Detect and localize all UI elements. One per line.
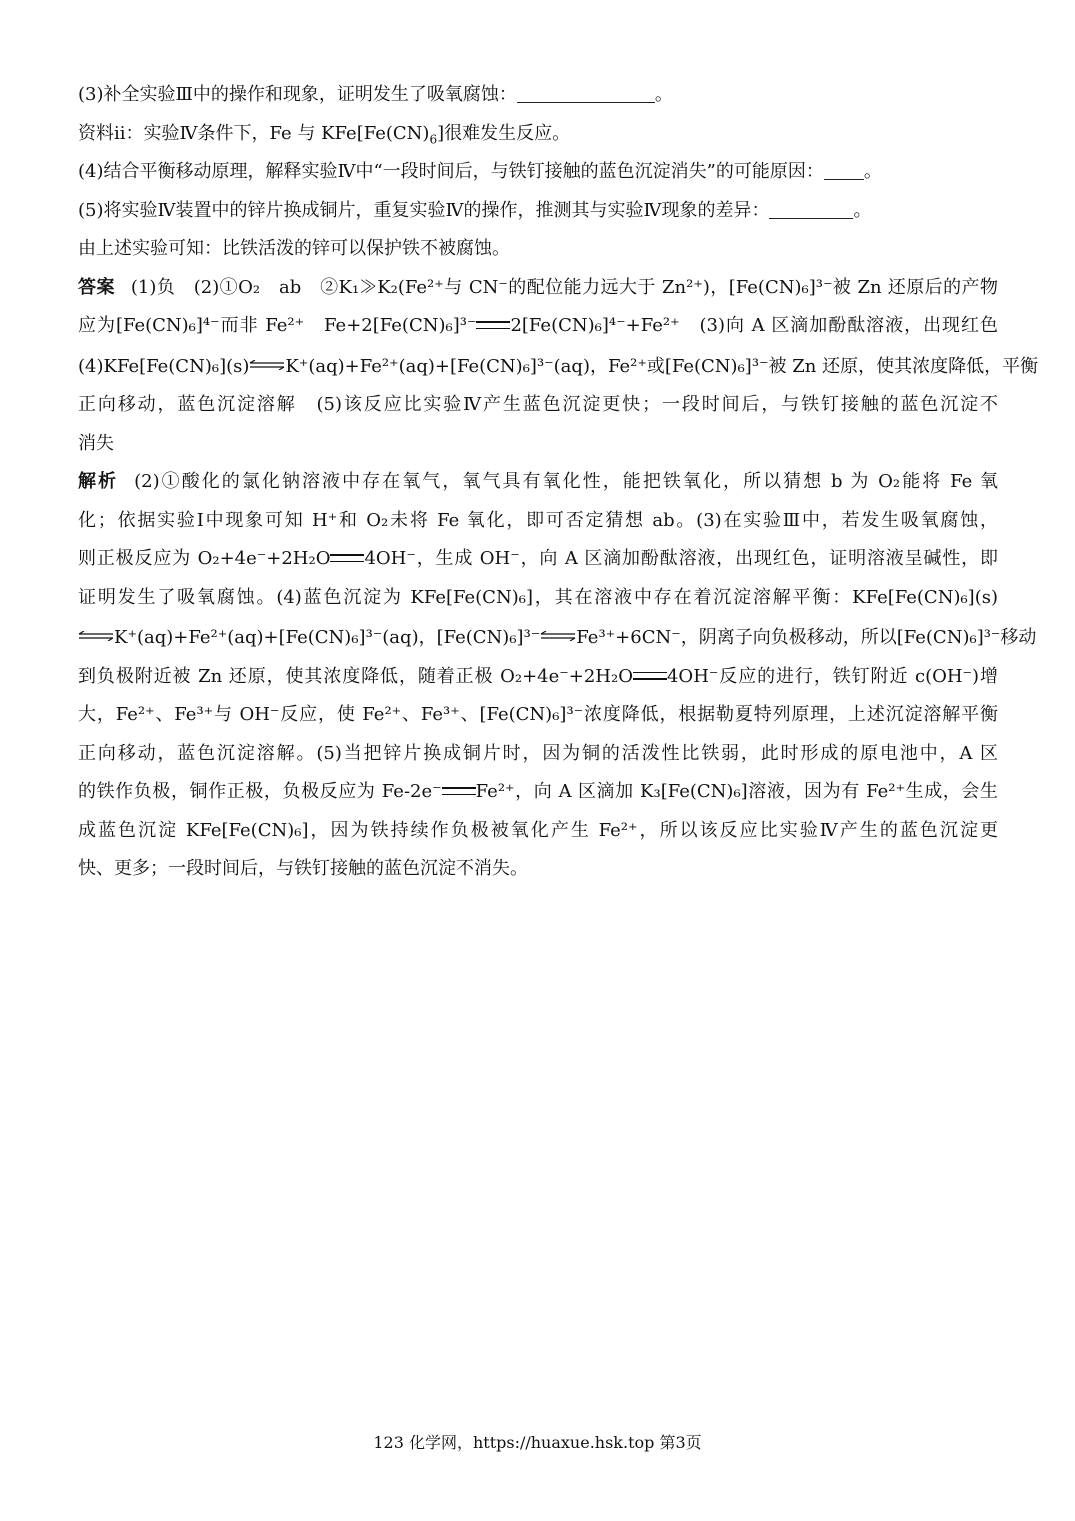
answer-blank[interactable] [769, 200, 853, 219]
answer-line: (4)KFe[Fe(CN)₆](s) K⁺(aq)+Fe²⁺(aq)+[Fe(CN)₆]³⁻(aq)，Fe²⁺或[Fe(CN)₆]³⁻被 Zn 还原，使其浓度降低，平衡 [78, 346, 998, 387]
answer-label: 答案 [78, 276, 115, 298]
analysis-label: 解析 [78, 471, 119, 492]
answer-blank[interactable] [517, 84, 655, 103]
answer-line: 正向移动，蓝色沉淀溶解 (5)该反应比实验Ⅳ产生蓝色沉淀更快；一段时间后，与铁钉接触的蓝色沉淀不 [78, 394, 998, 415]
question-5: (5)将实验Ⅳ装置中的锌片换成铜片，重复实验Ⅳ的操作，推测其与实验Ⅳ现象的差异： 。 [78, 199, 872, 221]
answer-blank[interactable] [824, 161, 864, 180]
equilibrium-arrow-icon [540, 617, 576, 656]
question-3: (3)补全实验Ⅲ中的操作和现象，证明发生了吸氧腐蚀： 。 [78, 84, 673, 105]
equilibrium-arrow-icon [78, 617, 114, 656]
question-4: (4)结合平衡移动原理，解释实验Ⅳ中“一段时间后，与铁钉接触的蓝色沉淀消失”的可能原因： 。 [78, 161, 882, 182]
analysis-line: 的铁作负极，铜作正极，负极反应为 Fe-2e⁻ Fe²⁺，向 A 区滴加 K₃[Fe(CN)₆]溶液，因为有 Fe²⁺生成，会生 [78, 781, 998, 802]
equal-sign-icon [442, 787, 476, 795]
equilibrium-arrow-icon [249, 346, 285, 385]
analysis-line: 证明发生了吸氧腐蚀。(4)蓝色沉淀为 KFe[Fe(CN)₆]，其在溶液中存在着沉淀溶解平衡：KFe[Fe(CN)₆](s) [78, 586, 998, 608]
analysis-line: 到负极附近被 Zn 还原，使其浓度降低，随着正极 O₂+4e⁻+2H₂O 4OH⁻反应的进行，铁钉附近 c(OH⁻)增 [78, 665, 998, 687]
answer-section [78, 269, 1039, 464]
document-body [78, 76, 1039, 889]
page-footer: 123 化学网，https://huaxue.hsk.top 第3页 [373, 1433, 702, 1452]
analysis-line: 解析 (2)①酸化的氯化钠溶液中存在氧气，氧气具有氧化性，能把铁氧化，所以猜想 b 为 O₂能将 Fe 氧 [78, 471, 998, 492]
info-ii: 资料ⅱ：实验Ⅳ条件下，Fe 与 $KFe[Fe(CN)_6]$很难发生反应。 [78, 122, 571, 147]
equal-sign-icon [633, 672, 667, 680]
analysis-line: 成蓝色沉淀 KFe[Fe(CN)₆]，因为铁持续作负极被氧化产生 Fe²⁺，所以该反应比实验Ⅳ产生的蓝色沉淀更 [78, 819, 998, 841]
conclusion: 由上述实验可知：比铁活泼的锌可以保护铁不被腐蚀。 [78, 238, 510, 259]
equal-sign-icon [476, 321, 510, 329]
analysis-section [78, 463, 1037, 889]
answer-line: 消失 [78, 432, 114, 454]
analysis-line: 大，Fe²⁺、Fe³⁺与 OH⁻反应，使 Fe²⁺、Fe³⁺、[Fe(CN)₆]³⁻浓度降低，根据勒夏特列原理，上述沉淀溶解平衡 [78, 704, 998, 725]
equal-sign-icon [330, 554, 364, 562]
answer-line: 应为[Fe(CN)₆]⁴⁻而非 Fe²⁺ Fe+2[Fe(CN)₆]³⁻ 2[Fe(CN)₆]⁴⁻+Fe²⁺ (3)向 A 区滴加酚酞溶液，出现红色 [78, 315, 998, 336]
answer-line: 答案 (1)负 (2)①O₂ ab ②K₁≫K₂(Fe²⁺与 CN⁻的配位能力远大于 Zn²⁺)，[Fe(CN)₆]³⁻被 Zn 还原后的产物 [78, 276, 998, 298]
analysis-line: 正向移动，蓝色沉淀溶解。(5)当把锌片换成铜片时，因为铜的活泼性比铁弱，此时形成的原电池中，A 区 [78, 742, 998, 764]
analysis-line: K⁺(aq)+Fe²⁺(aq)+[Fe(CN)₆]³⁻(aq)，[Fe(CN)₆]³⁻ Fe³⁺+6CN⁻，阴离子向负极移动，所以[Fe(CN)₆]³⁻移动 [78, 617, 998, 658]
analysis-line: 化；依据实验Ⅰ中现象可知 H⁺和 O₂未将 Fe 氧化，即可否定猜想 ab。(3)在实验Ⅲ中，若发生吸氧腐蚀， [78, 509, 998, 531]
analysis-line: 快、更多；一段时间后，与铁钉接触的蓝色沉淀不消失。 [78, 858, 528, 879]
analysis-line: 则正极反应为 O₂+4e⁻+2H₂O 4OH⁻，生成 OH⁻，向 A 区滴加酚酞溶液，出现红色，证明溶液呈碱性，即 [78, 548, 998, 569]
